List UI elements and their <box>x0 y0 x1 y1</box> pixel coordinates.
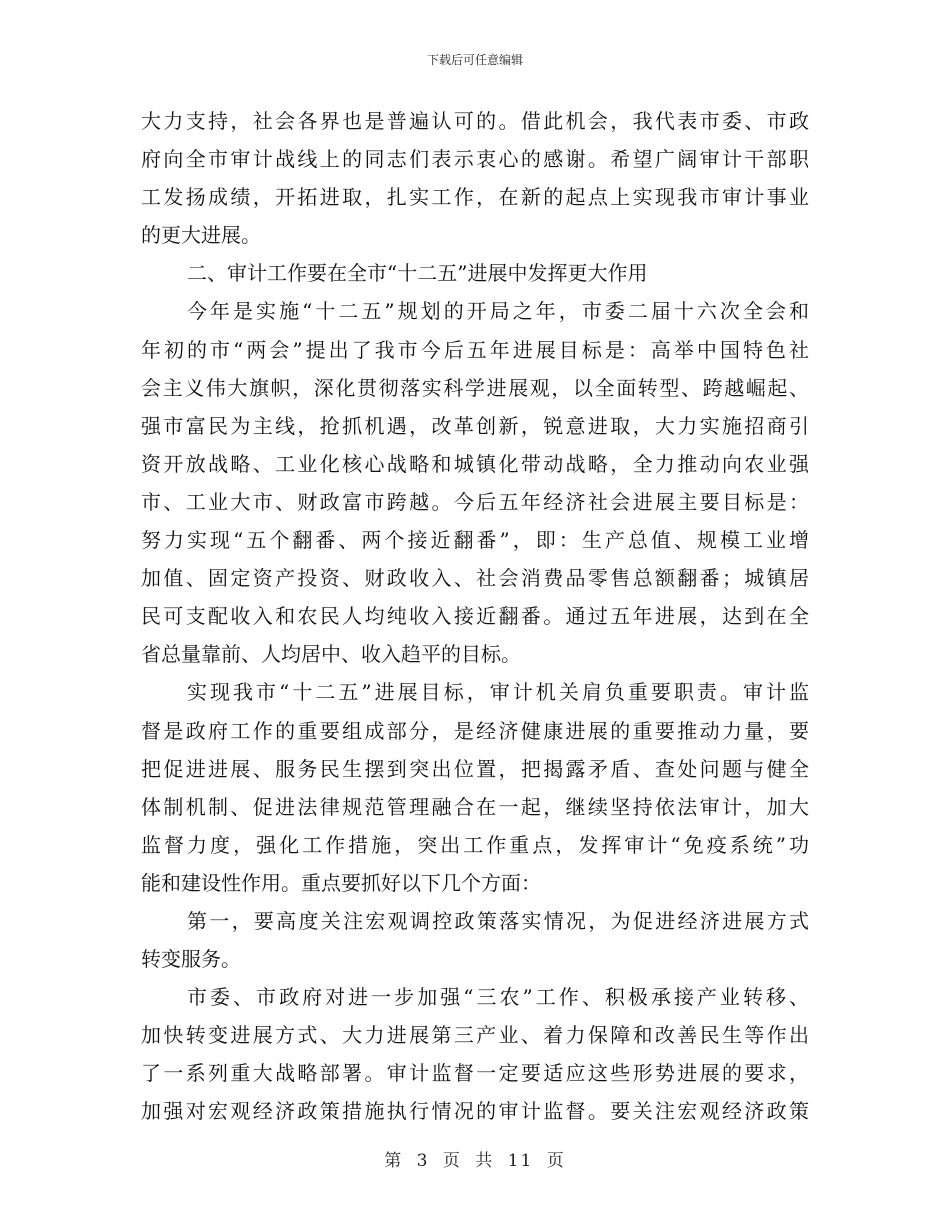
text-line: 转变服务。 <box>141 947 241 972</box>
text-line: 的更大进展。 <box>141 223 261 248</box>
text-line: 加快转变进展方式、大力进展第三产业、着力保障和改善民生等作出 <box>141 1023 809 1048</box>
text-line: 第一，要高度关注宏观调控政策落实情况，为促进经济进展方式 <box>187 908 809 933</box>
text-line: 强市富民为主线，抢抓机遇，改革创新，锐意进取，大力实施招商引 <box>141 413 809 438</box>
text-line: 二、审计工作要在全市“十二五”进展中发挥更大作用 <box>187 261 648 286</box>
text-line: 加值、固定资产投资、财政收入、社会消费品零售总额翻番；城镇居 <box>141 566 809 591</box>
text-line: 省总量靠前、人均居中、收入趋平的目标。 <box>141 642 521 667</box>
text-line: 今年是实施“十二五”规划的开局之年，市委二届十六次全会和 <box>187 299 809 324</box>
text-line: 市委、市政府对进一步加强“三农”工作、积极承接产业转移、 <box>187 985 809 1010</box>
text-line: 资开放战略、工业化核心战略和城镇化带动战略，全力推动向农业强 <box>141 451 809 476</box>
document-body <box>141 102 809 1131</box>
text-line: 督是政府工作的重要组成部分，是经济健康进展的重要推动力量，要 <box>141 718 809 743</box>
text-line: 监督力度，强化工作措施，突出工作重点，发挥审计“免疫系统”功 <box>141 832 809 857</box>
text-line: 实现我市“十二五”进展目标，审计机关肩负重要职责。审计监 <box>187 680 809 705</box>
page-number-footer: 第 3 页 共 11 页 <box>384 1151 566 1171</box>
text-line: 府向全市审计战线上的同志们表示衷心的感谢。希望广阔审计干部职 <box>141 147 809 172</box>
text-line: 会主义伟大旗帜，深化贯彻落实科学进展观，以全面转型、跨越崛起、 <box>141 375 809 400</box>
text-line: 能和建设性作用。重点要抓好以下几个方面： <box>141 870 541 895</box>
text-line: 把促进进展、服务民生摆到突出位置，把揭露矛盾、查处问题与健全 <box>141 756 809 781</box>
text-line: 年初的市“两会”提出了我市今后五年进展目标是：高举中国特色社 <box>141 337 809 362</box>
text-line: 努力实现“五个翻番、两个接近翻番”，即：生产总值、规模工业增 <box>141 528 809 553</box>
text-line: 市、工业大市、财政富市跨越。今后五年经济社会进展主要目标是： <box>141 489 809 514</box>
text-line: 大力支持，社会各界也是普遍认可的。借此机会，我代表市委、市政 <box>141 109 809 133</box>
text-line: 民可支配收入和农民人均纯收入接近翻番。通过五年进展，达到在全 <box>141 604 809 629</box>
text-line: 加强对宏观经济政策措施执行情况的审计监督。要关注宏观经济政策 <box>141 1099 809 1124</box>
text-line: 体制机制、促进法律规范管理融合在一起，继续坚持依法审计，加大 <box>141 794 809 819</box>
page-header: 下载后可任意编辑 <box>426 53 523 67</box>
text-line: 了一系列重大战略部署。审计监督一定要适应这些形势进展的要求， <box>141 1061 809 1086</box>
text-line: 工发扬成绩，开拓进取，扎实工作，在新的起点上实现我市审计事业 <box>141 185 809 210</box>
